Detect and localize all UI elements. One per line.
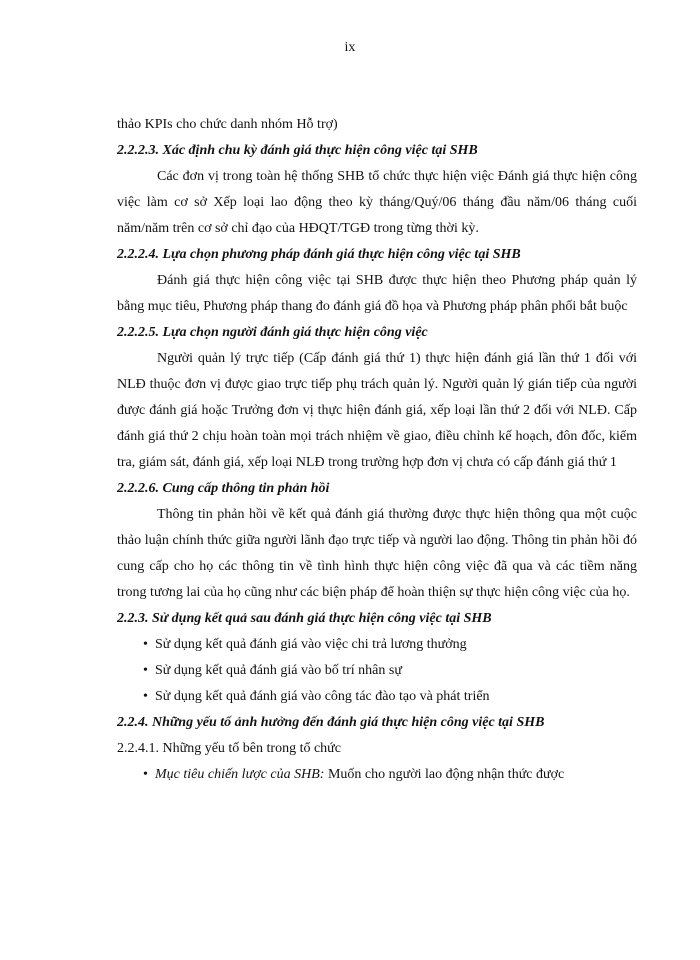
bullet-icon: • [143,663,148,678]
document-body [117,112,637,788]
bullet-icon: • [143,689,148,704]
bullet-text: Sử dụng kết quả đánh giá vào công tác đào tạo và phát triển [155,689,490,704]
paragraph-feedback: Thông tin phản hồi về kết quả đánh giá thường được thực hiện thông qua một cuộc thảo luận chính thức giữa người lãnh đạo trực tiếp và người lao động. Thông tin phản hồi đó cung cấp cho họ các thông tin về tình hình thực hiện công việc đã qua và các tiềm năng trong tương lai của họ cũng như các biện pháp để hoàn thiện sự thực hiện công việc của họ. [117,507,637,600]
paragraph-evaluator: Người quản lý trực tiếp (Cấp đánh giá thứ 1) thực hiện đánh giá lần thứ 1 đối với NLĐ thuộc đơn vị được giao trực tiếp phụ trách quản lý. Người quản lý gián tiếp của người được đánh giá hoặc Trưởng đơn vị thực hiện đánh giá, xếp loại lần thứ 2 đối với NLĐ. Cấp đánh giá thứ 2 chịu hoàn toàn mọi trách nhiệm về giao, điều chỉnh kế hoạch, đôn đốc, kiểm tra, giám sát, đánh giá, xếp loại NLĐ trong trường hợp đơn vị chưa có cấp đánh giá thứ 1 [117,351,637,470]
bullet-text: Sử dụng kết quả đánh giá vào bố trí nhân sự [155,663,402,678]
heading-2-2-3: 2.2.3. Sử dụng kết quả sau đánh giá thực hiện công việc tại SHB [117,611,492,626]
bullet-text: Sử dụng kết quả đánh giá vào việc chi trả lương thưởng [155,637,467,652]
bullet-text: Muốn cho người lao động nhận thức được [324,767,565,782]
heading-2-2-2-4: 2.2.2.4. Lựa chọn phương pháp đánh giá thực hiện công việc tại SHB [117,247,521,262]
paragraph-review-cycle: Các đơn vị trong toàn hệ thống SHB tổ chức thực hiện việc Đánh giá thực hiện công việc làm cơ sở Xếp loại lao động theo kỳ tháng/Quý/06 tháng đầu năm/06 tháng cuối năm/năm trên cơ sở chỉ đạo của HĐQT/TGĐ trong từng thời kỳ. [117,169,637,236]
subheading-2-2-4-1: 2.2.4.1. Những yếu tố bên trong tổ chức [117,741,341,756]
bullet-item [117,658,637,684]
paragraph-method: Đánh giá thực hiện công việc tại SHB được thực hiện theo Phương pháp quản lý bằng mục tiêu, Phương pháp thang đo đánh giá đồ họa và Phương pháp phân phối bắt buộc [117,273,637,314]
bullet-item [117,632,637,658]
bullet-item [117,684,637,710]
bullet-icon: • [143,637,148,652]
bullet-icon: • [143,767,148,782]
heading-2-2-2-3: 2.2.2.3. Xác định chu kỳ đánh giá thực hiện công việc tại SHB [117,143,478,158]
bullet-item [117,762,637,788]
continuation-line: thảo KPIs cho chức danh nhóm Hỗ trợ) [117,117,338,132]
heading-2-2-2-6: 2.2.2.6. Cung cấp thông tin phản hồi [117,481,330,496]
heading-2-2-4: 2.2.4. Những yếu tố ảnh hưởng đến đánh giá thực hiện công việc tại SHB [117,715,545,730]
page-number: ix [344,40,356,55]
bullet-emphasis: Mục tiêu chiến lược của SHB: [155,767,325,782]
heading-2-2-2-5: 2.2.2.5. Lựa chọn người đánh giá thực hiện công việc [117,325,428,340]
